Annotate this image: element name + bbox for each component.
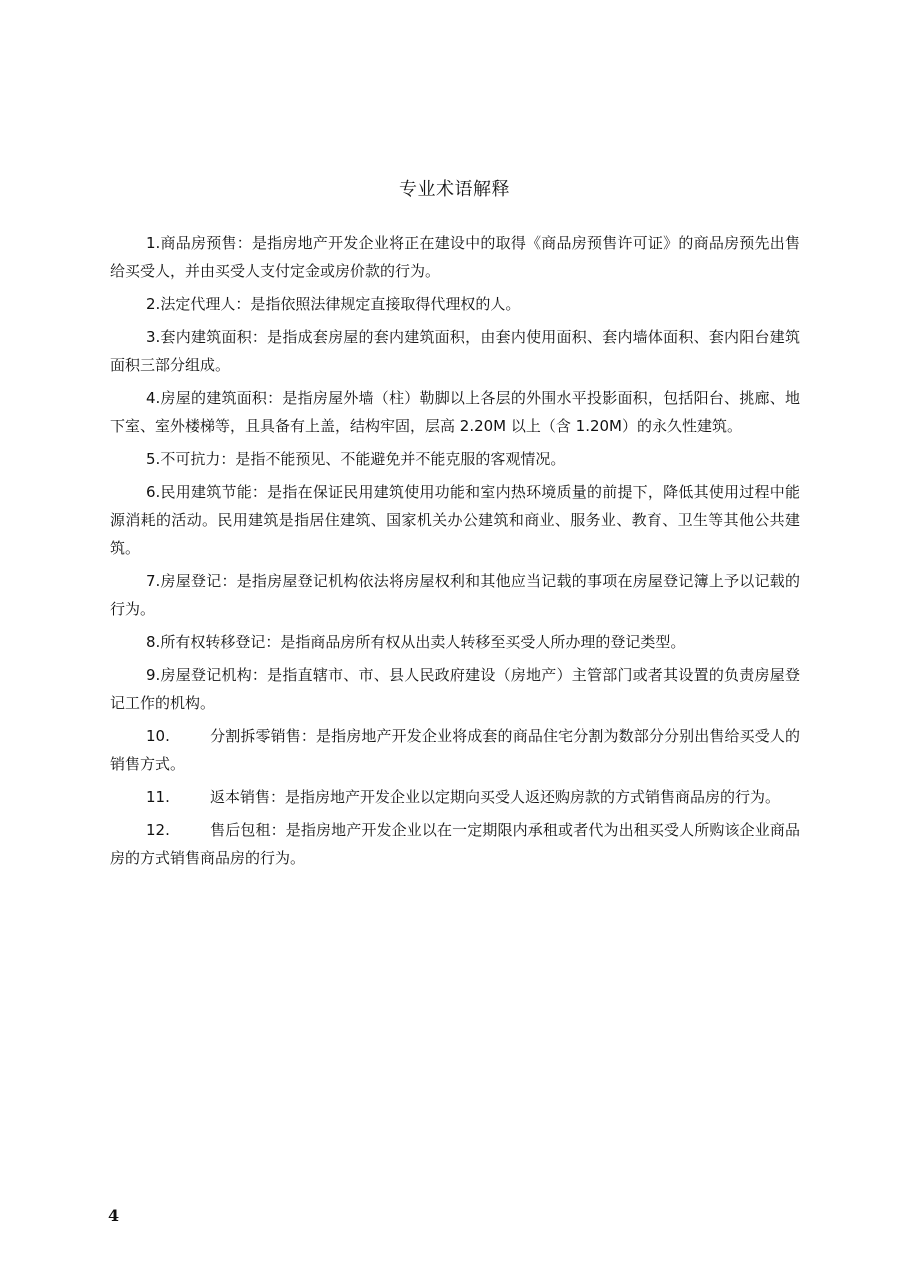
term-number: 5. [146,450,161,468]
term-number: 3. [146,328,161,346]
term-definition: 是指房屋登记机构依法将房屋权利和其他应当记载的事项在房屋登记簿上予以记载的行为。 [110,572,800,618]
term-name: 套内建筑面积： [160,328,268,346]
term-number: 2. [146,295,161,313]
term-number: 4. [146,389,161,407]
term-item [110,229,800,285]
term-number: 12. [146,821,170,839]
term-name: 分割拆零销售： [210,727,317,745]
term-item [110,816,800,872]
term-number: 1. [146,234,161,252]
term-definition: 是指房屋外墙（柱）勒脚以上各层的外围水平投影面积，包括阳台、挑廊、地下室、室外楼梯等，且具备有上盖，结构牢固，层高 2.20M 以上（含 1.20M）的永久性建筑。 [110,389,800,435]
term-definition: 是指在保证民用建筑使用功能和室内热环境质量的前提下，降低其使用过程中能源消耗的活动。民用建筑是指居住建筑、国家机关办公建筑和商业、服务业、教育、卫生等其他公共建筑。 [110,483,800,557]
term-name: 售后包租： [210,821,286,839]
term-definition: 是指依照法律规定直接取得代理权的人。 [250,295,521,313]
term-definition: 是指房地产开发企业将成套的商品住宅分割为数部分分别出售给买受人的销售方式。 [110,727,800,773]
term-number: 8. [146,633,161,651]
term-definition: 是指不能预见、不能避免并不能克服的客观情况。 [235,450,566,468]
term-item [110,323,800,379]
term-definition: 是指直辖市、市、县人民政府建设（房地产）主管部门或者其设置的负责房屋登记工作的机构。 [110,666,800,712]
term-number: 7. [146,572,161,590]
term-name: 返本销售： [210,788,286,806]
term-definition: 是指商品房所有权从出卖人转移至买受人所办理的登记类型。 [280,633,686,651]
term-name: 商品房预售： [160,234,252,252]
term-item [110,722,800,778]
terms-list [110,229,800,877]
term-definition: 是指房地产开发企业以定期向买受人返还购房款的方式销售商品房的行为。 [285,788,781,806]
term-name: 民用建筑节能： [160,483,268,501]
term-name: 房屋登记机构： [160,666,268,684]
term-name: 房屋登记： [160,572,237,590]
term-definition: 是指成套房屋的套内建筑面积，由套内使用面积、套内墙体面积、套内阳台建筑面积三部分组成。 [110,328,800,374]
term-name: 不可抗力： [160,450,236,468]
page-title: 专业术语解释 [399,179,510,200]
term-item [110,661,800,717]
term-item [110,290,800,318]
term-number: 11. [146,788,170,806]
term-name: 所有权转移登记： [160,633,281,651]
term-name: 法定代理人： [160,295,251,313]
term-number: 9. [146,666,161,684]
term-item [110,445,800,473]
term-item [110,567,800,623]
term-item [110,384,800,440]
page-number: 4 [108,1206,120,1225]
term-item [110,478,800,562]
term-definition: 是指房地产开发企业以在一定期限内承租或者代为出租买受人所购该企业商品房的方式销售商品房的行为。 [110,821,800,867]
term-number: 10. [146,727,170,745]
term-item [110,628,800,656]
term-item [110,783,800,811]
term-definition: 是指房地产开发企业将正在建设中的取得《商品房预售许可证》的商品房预先出售给买受人，并由买受人支付定金或房价款的行为。 [110,234,800,280]
term-name: 房屋的建筑面积： [160,389,283,407]
term-number: 6. [146,483,161,501]
